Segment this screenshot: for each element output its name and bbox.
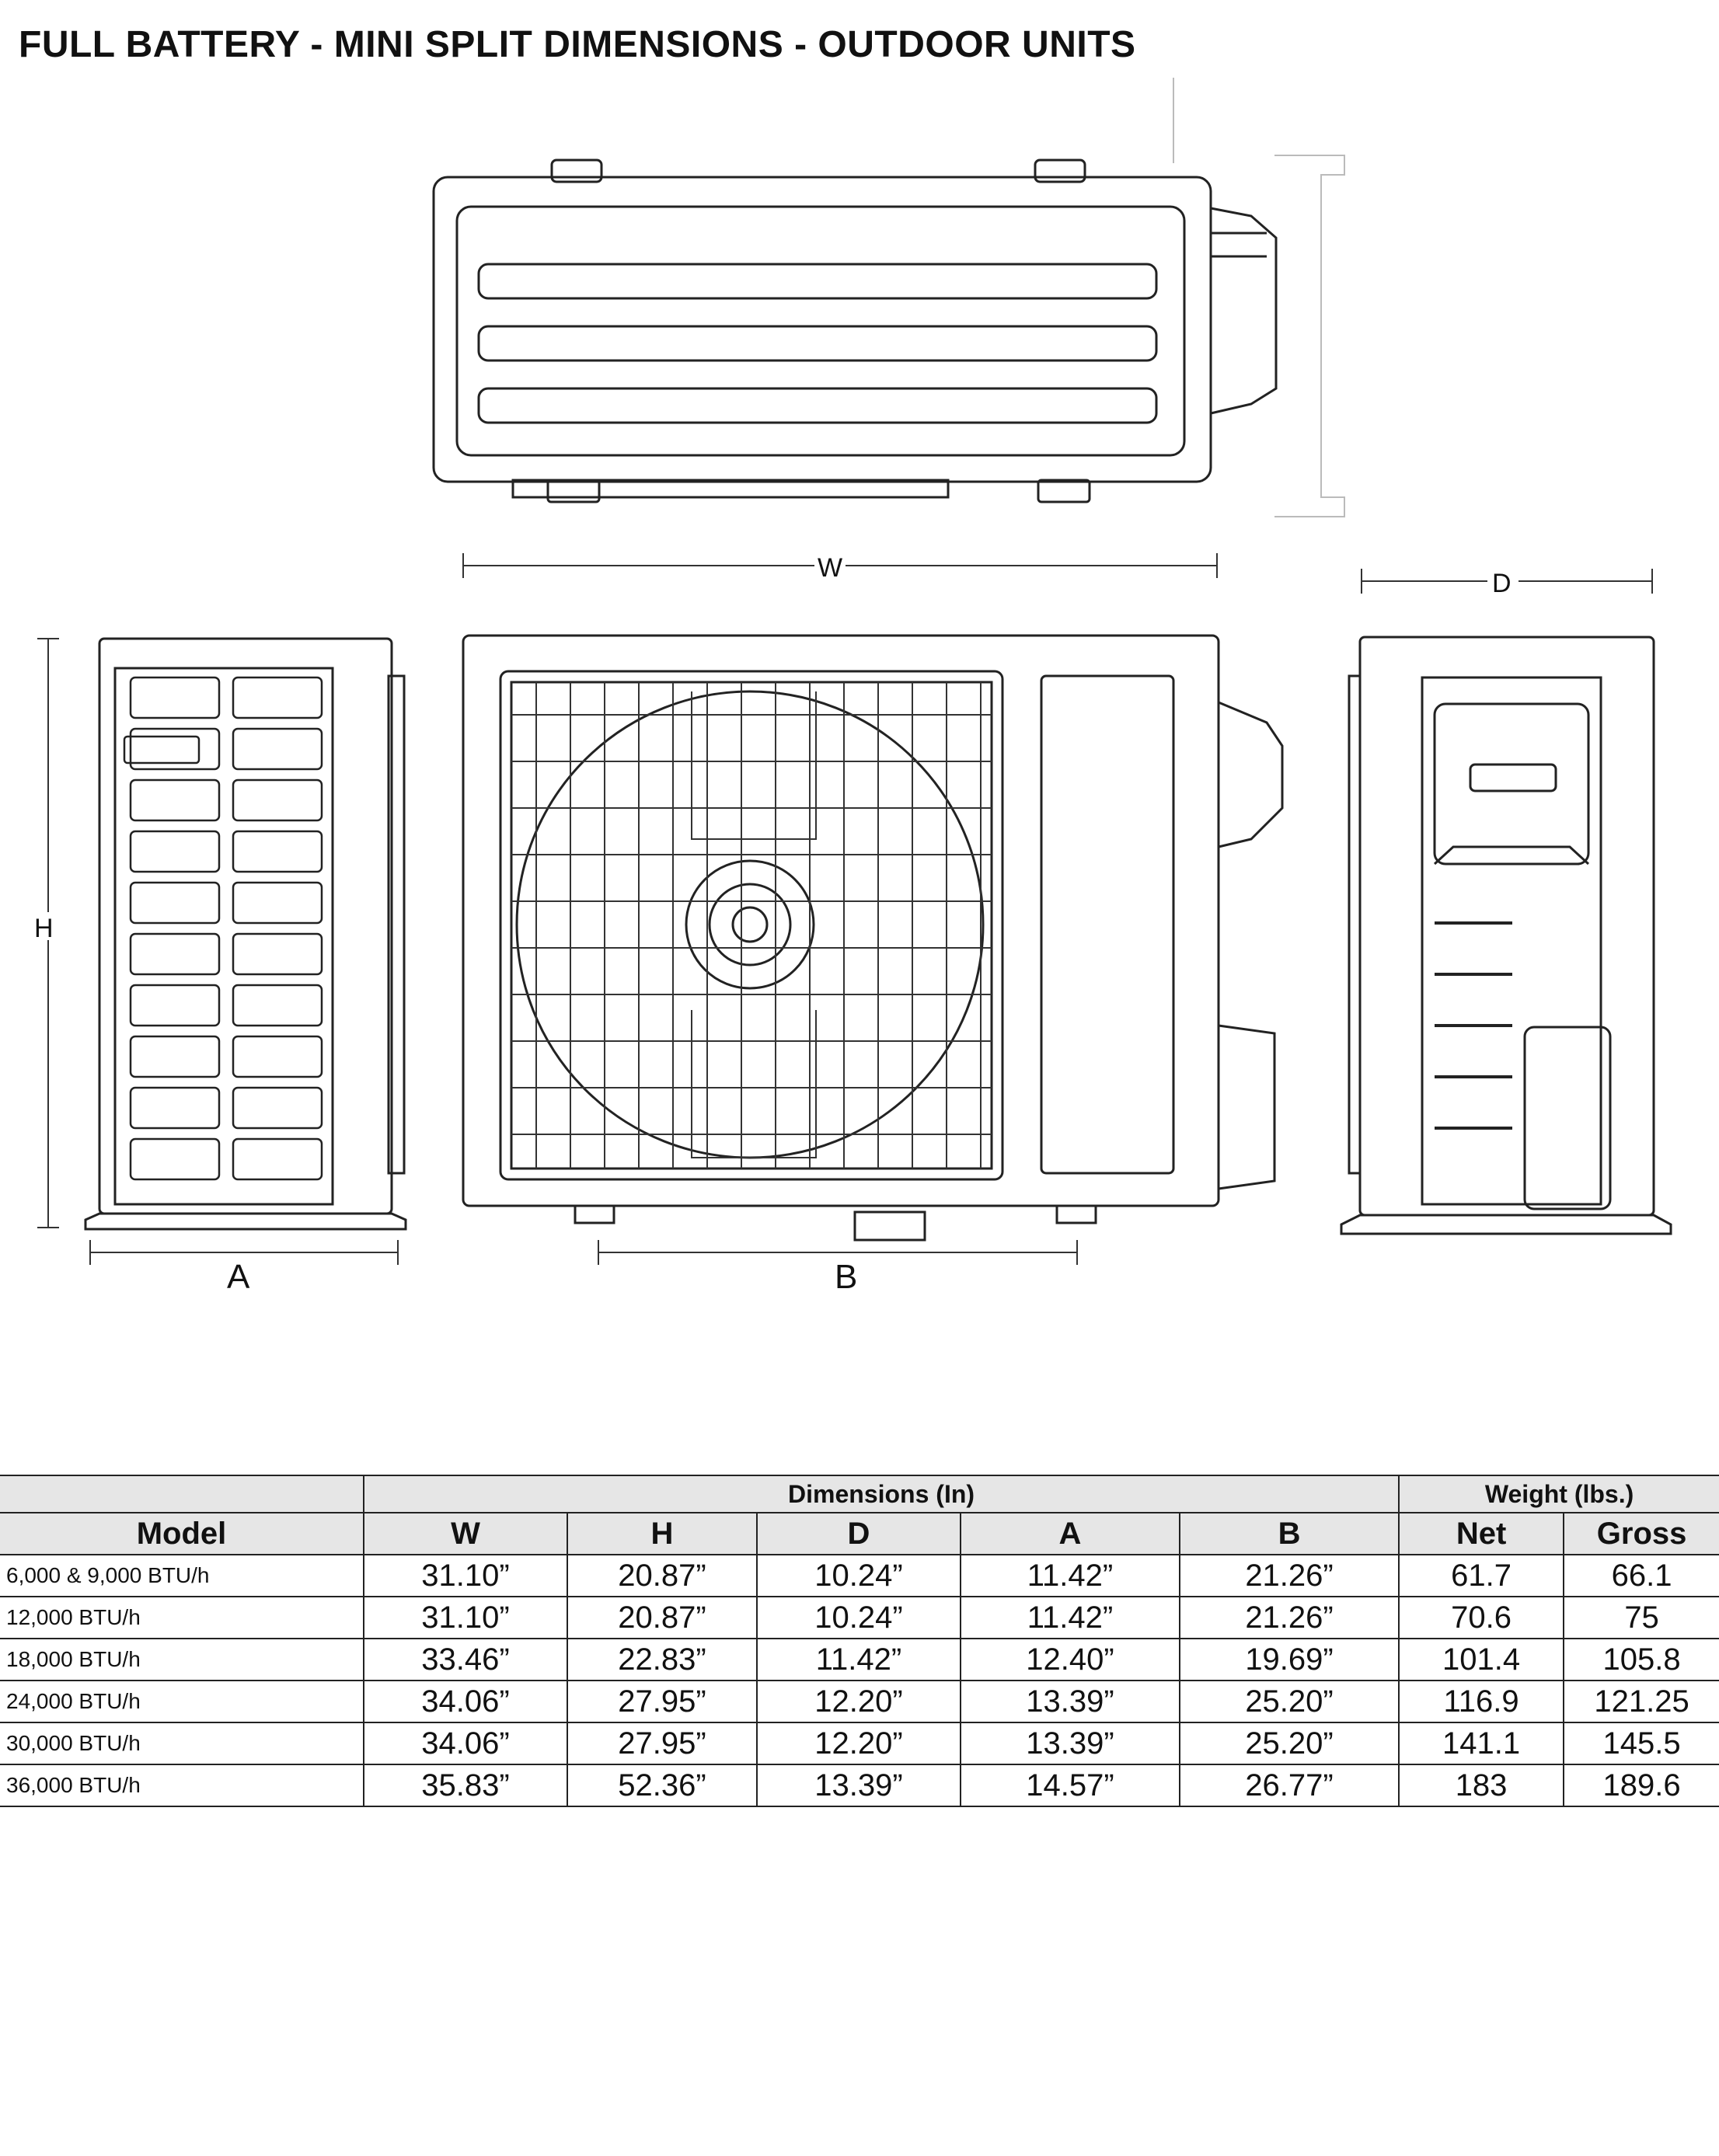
h-cell: 20.87” <box>567 1597 757 1639</box>
depth-label: D <box>1492 569 1512 598</box>
table-row <box>0 1639 1719 1681</box>
b-cell: 26.77” <box>1180 1764 1399 1806</box>
column-header-a: A <box>961 1513 1180 1555</box>
b-cell: 25.20” <box>1180 1722 1399 1764</box>
b-cell: 25.20” <box>1180 1681 1399 1722</box>
gross-cell: 75 <box>1564 1597 1719 1639</box>
table-group-header-row <box>0 1475 1719 1513</box>
d-cell: 13.39” <box>757 1764 961 1806</box>
a-label: A <box>227 1258 250 1296</box>
page-title: FULL BATTERY - MINI SPLIT DIMENSIONS - OUTDOOR UNITS <box>19 24 1136 65</box>
width-label: W <box>818 553 843 583</box>
gross-cell: 66.1 <box>1564 1555 1719 1597</box>
dimensions-table <box>0 1475 1719 1807</box>
d-cell: 12.20” <box>757 1681 961 1722</box>
h-cell: 52.36” <box>567 1764 757 1806</box>
column-header-b: B <box>1180 1513 1399 1555</box>
a-cell: 12.40” <box>961 1639 1180 1681</box>
w-cell: 34.06” <box>364 1681 567 1722</box>
column-header-model: Model <box>0 1513 364 1555</box>
b-cell: 21.26” <box>1180 1597 1399 1639</box>
d-cell: 10.24” <box>757 1597 961 1639</box>
b-label: B <box>835 1258 858 1296</box>
column-header-gross: Gross <box>1564 1513 1719 1555</box>
w-cell: 31.10” <box>364 1555 567 1597</box>
net-cell: 141.1 <box>1399 1722 1564 1764</box>
b-cell: 19.69” <box>1180 1639 1399 1681</box>
gross-cell: 189.6 <box>1564 1764 1719 1806</box>
a-cell: 13.39” <box>961 1681 1180 1722</box>
empty-header-cell <box>0 1475 364 1513</box>
column-header-w: W <box>364 1513 567 1555</box>
d-cell: 12.20” <box>757 1722 961 1764</box>
table-row <box>0 1681 1719 1722</box>
model-cell: 24,000 BTU/h <box>0 1681 364 1722</box>
w-cell: 31.10” <box>364 1597 567 1639</box>
model-cell: 18,000 BTU/h <box>0 1639 364 1681</box>
d-cell: 10.24” <box>757 1555 961 1597</box>
front-view <box>463 636 1282 1240</box>
height-label: H <box>34 914 54 943</box>
model-cell: 6,000 & 9,000 BTU/h <box>0 1555 364 1597</box>
gross-cell: 121.25 <box>1564 1681 1719 1722</box>
h-cell: 22.83” <box>567 1639 757 1681</box>
net-cell: 183 <box>1399 1764 1564 1806</box>
net-cell: 116.9 <box>1399 1681 1564 1722</box>
table-column-header-row <box>0 1513 1719 1555</box>
column-header-h: H <box>567 1513 757 1555</box>
top-view <box>434 160 1276 502</box>
dimensions-group-header: Dimensions (In) <box>364 1475 1399 1513</box>
model-cell: 30,000 BTU/h <box>0 1722 364 1764</box>
gross-cell: 145.5 <box>1564 1722 1719 1764</box>
net-cell: 61.7 <box>1399 1555 1564 1597</box>
w-cell: 34.06” <box>364 1722 567 1764</box>
a-cell: 11.42” <box>961 1555 1180 1597</box>
table-row <box>0 1597 1719 1639</box>
a-cell: 11.42” <box>961 1597 1180 1639</box>
table-row <box>0 1722 1719 1764</box>
side-view-right <box>1341 637 1671 1234</box>
net-cell: 101.4 <box>1399 1639 1564 1681</box>
b-cell: 21.26” <box>1180 1555 1399 1597</box>
table-row <box>0 1555 1719 1597</box>
weight-group-header: Weight (lbs.) <box>1399 1475 1719 1513</box>
a-cell: 14.57” <box>961 1764 1180 1806</box>
w-cell: 35.83” <box>364 1764 567 1806</box>
h-cell: 20.87” <box>567 1555 757 1597</box>
column-header-d: D <box>757 1513 961 1555</box>
model-cell: 12,000 BTU/h <box>0 1597 364 1639</box>
d-cell: 11.42” <box>757 1639 961 1681</box>
w-cell: 33.46” <box>364 1639 567 1681</box>
h-cell: 27.95” <box>567 1722 757 1764</box>
gross-cell: 105.8 <box>1564 1639 1719 1681</box>
model-cell: 36,000 BTU/h <box>0 1764 364 1806</box>
h-cell: 27.95” <box>567 1681 757 1722</box>
table-row <box>0 1764 1719 1806</box>
a-cell: 13.39” <box>961 1722 1180 1764</box>
net-cell: 70.6 <box>1399 1597 1564 1639</box>
column-header-net: Net <box>1399 1513 1564 1555</box>
